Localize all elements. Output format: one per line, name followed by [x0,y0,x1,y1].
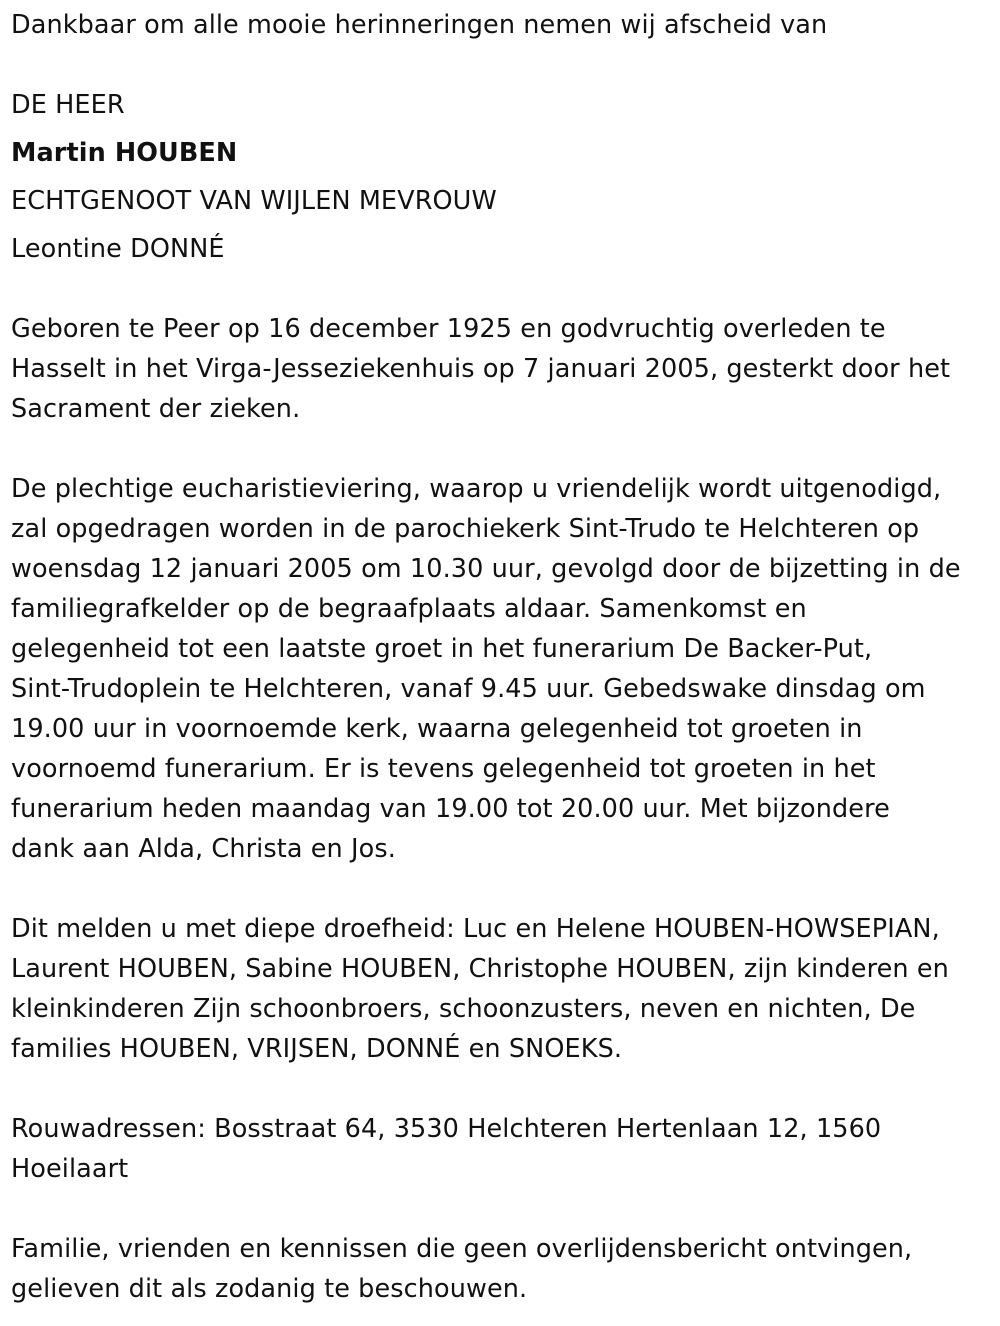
deceased-title: DE HEER [11,90,125,120]
ceremony-line: funerarium heden maandag van 19.00 tot 20.00 uur. Met bijzondere [11,794,890,824]
mourners-line: families HOUBEN, VRIJSEN, DONNÉ en SNOEKS. [11,1034,623,1064]
ceremony-line: voornoemd funerarium. Er is tevens gelegenheid tot groeten in het [11,754,876,784]
ceremony-line: woensdag 12 januari 2005 om 10.30 uur, gevolgd door de bijzetting in de [11,554,961,584]
birth-death-line: Hasselt in het Virga-Jesseziekenhuis op 7 januari 2005, gesterkt door het [11,354,951,384]
birth-death-line: Geboren te Peer op 16 december 1925 en godvruchtig overleden te [11,314,886,344]
closing-line: Familie, vrienden en kennissen die geen overlijdensbericht ontvingen, [11,1234,913,1264]
ceremony-line: zal opgedragen worden in de parochiekerk Sint-Trudo te Helchteren op [11,514,920,544]
ceremony-line: familiegrafkelder op de begraafplaats aldaar. Samenkomst en [11,594,807,624]
ceremony-line: dank aan Alda, Christa en Jos. [11,834,396,864]
ceremony-line: 19.00 uur in voornoemde kerk, waarna gelegenheid tot groeten in [11,714,863,744]
address-line: Rouwadressen: Bosstraat 64, 3530 Helchteren Hertenlaan 12, 1560 [11,1114,882,1144]
mourners-line: Laurent HOUBEN, Sabine HOUBEN, Christophe HOUBEN, zijn kinderen en [11,954,949,984]
mourners-line: Dit melden u met diepe droefheid: Luc en Helene HOUBEN-HOWSEPIAN, [11,914,940,944]
ceremony-line: Sint-Trudoplein te Helchteren, vanaf 9.45 uur. Gebedswake dinsdag om [11,674,926,704]
intro-text: Dankbaar om alle mooie herinneringen nemen wij afscheid van [11,10,828,40]
ceremony-line: gelegenheid tot een laatste groet in het funerarium De Backer-Put, [11,634,873,664]
deceased-name: Martin HOUBEN [11,138,238,168]
birth-death-line: Sacrament der zieken. [11,394,301,424]
spouse-name: Leontine DONNÉ [11,234,225,264]
closing-line: gelieven dit als zodanig te beschouwen. [11,1274,528,1304]
mourners-line: kleinkinderen Zijn schoonbroers, schoonzusters, neven en nichten, De [11,994,916,1024]
address-line: Hoeilaart [11,1154,129,1184]
ceremony-line: De plechtige eucharistieviering, waarop u vriendelijk wordt uitgenodigd, [11,474,942,504]
deceased-relation: ECHTGENOOT VAN WIJLEN MEVROUW [11,186,497,216]
